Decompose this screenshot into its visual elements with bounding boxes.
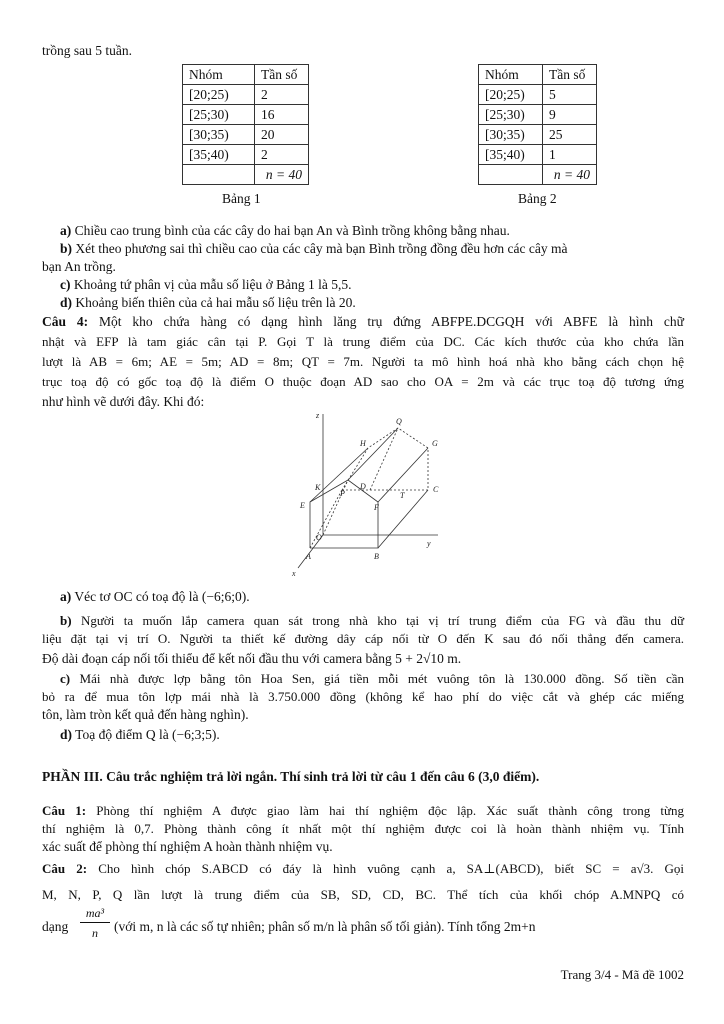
- intro-tail: trồng sau 5 tuần.: [42, 43, 132, 58]
- table-cell: [30;35): [479, 125, 543, 145]
- p3q2-line-3-pre: dạng: [42, 919, 69, 934]
- q4-line-2: nhật và EFP là tam giác cân tại P. Gọi T là trung điểm của DC. Các kích thước của kho chứa lần: [42, 334, 684, 349]
- figure-label: Q: [396, 417, 402, 426]
- figure-label: P: [340, 489, 345, 498]
- fraction-bar: [80, 922, 110, 923]
- q4-option-b-cont-1: liệu đặt tại vị trí O. Người ta thiết kế đường dây cáp nối từ O đến K sau đó nối thẳng đến camera.: [42, 631, 684, 646]
- table-cell: [30;35): [183, 125, 255, 145]
- table-row: [183, 125, 309, 145]
- figure-label: B: [374, 552, 379, 561]
- table-cell: [20;25): [183, 85, 255, 105]
- q3-option-d: [60, 294, 684, 311]
- table-header-cell: Tần số: [255, 65, 309, 85]
- question-text: Cho hình chóp S.ABCD có đáy là hình vuông cạnh a, SA⊥(ABCD), biết SC = a√3. Gọi: [98, 861, 685, 876]
- option-label: d): [60, 727, 73, 742]
- figure-label: y: [427, 539, 431, 548]
- frequency-table-2: [478, 64, 597, 185]
- option-text: Toạ độ điểm Q là (−6;3;5).: [75, 727, 220, 742]
- table-1-caption: Bảng 1: [222, 191, 261, 206]
- q4-line-5: như hình vẽ dưới đây. Khi đó:: [42, 394, 205, 409]
- table-header-cell: Tần số: [543, 65, 597, 85]
- table-cell: 20: [255, 125, 309, 145]
- frequency-table-1: [182, 64, 309, 185]
- q4-option-b-cont-2: Độ dài đoạn cáp nối tối thiểu để kết nối đầu thu với camera bằng 5 + 2√10 m.: [42, 651, 462, 666]
- table-total: n = 40: [255, 165, 309, 185]
- q4-option-d: [60, 726, 684, 743]
- figure-label: D: [360, 482, 366, 491]
- table-cell: 16: [255, 105, 309, 125]
- fraction-numerator: ma³: [85, 906, 105, 920]
- figure-label: O: [316, 533, 322, 542]
- figure-label: T: [400, 491, 405, 500]
- p3-q1-line-1: [42, 802, 684, 819]
- table-cell: 9: [543, 105, 597, 125]
- p3q1-line-2: thí nghiệm là 0,7. Phòng thành công ít nhất một thí nghiệm được coi là hoàn thành nhiệm vụ. Tính: [42, 821, 684, 836]
- p3-q2-line-1: [42, 860, 684, 877]
- table-row: [479, 105, 597, 125]
- table-header-row: [183, 65, 309, 85]
- option-text: Chiều cao trung bình của các cây do hai bạn An và Bình trồng không bằng nhau.: [74, 223, 510, 238]
- option-label: b): [60, 241, 73, 256]
- option-text: Người ta muốn lắp camera quan sát trong nhà kho tại vị trí trung điểm của FG và đầu thu dữ: [80, 613, 685, 628]
- q4-option-c-cont-2: tôn, làm tròn kết quả đến hàng nghìn).: [42, 707, 249, 722]
- q3-option-c: [60, 276, 684, 293]
- table-cell: 5: [543, 85, 597, 105]
- p3q1-line-3: xác suất để phòng thí nghiệm A hoàn thành nhiệm vụ.: [42, 839, 333, 854]
- figure-label: H: [360, 439, 366, 448]
- figure-label: A: [306, 552, 311, 561]
- figure-label: F: [374, 503, 379, 512]
- question-text: Một kho chứa hàng có dạng hình lăng trụ đứng ABFPE.DCGQH với ABFE là hình chữ: [99, 314, 684, 329]
- table-cell: [25;30): [479, 105, 543, 125]
- option-text: Véc tơ OC có toạ độ là (−6;6;0).: [74, 589, 250, 604]
- fraction-denominator: n: [92, 926, 98, 940]
- table-cell: 1: [543, 145, 597, 165]
- table-header-row: [479, 65, 597, 85]
- table-cell: [20;25): [479, 85, 543, 105]
- q4-line-1: [42, 313, 684, 330]
- question-label: Câu 4:: [42, 314, 89, 329]
- table-cell: [35;40): [479, 145, 543, 165]
- table-2-caption: Bảng 2: [518, 191, 557, 206]
- q3-option-b: [60, 240, 684, 257]
- table-total: n = 40: [543, 165, 597, 185]
- table-cell: 2: [255, 85, 309, 105]
- table-total-row: [183, 165, 309, 185]
- q4-line-4: trục toạ độ có gốc toạ độ là điểm O thuộc đoạn AD sao cho OA = 2m và các trục toạ độ tương ứng: [42, 374, 684, 389]
- q4-line-3: lượt là AB = 6m; AE = 5m; AD = 8m; QT = 7m. Người ta mô hình hoá nhà kho bằng cách chọn hệ: [42, 354, 684, 369]
- p3q2-line-3-post: (với m, n là các số tự nhiên; phân số m/n là phân số tối giản). Tính tổng 2m+n: [114, 919, 536, 934]
- option-label: c): [60, 671, 71, 686]
- table-cell-empty: [183, 165, 255, 185]
- table-row: [183, 145, 309, 165]
- question-text: Phòng thí nghiệm A được giao làm hai thí nghiệm độc lập. Xác suất thành công trong từng: [96, 803, 685, 818]
- option-label: a): [60, 589, 72, 604]
- figure-label: x: [292, 569, 296, 578]
- q4-option-c-cont-1: bỏ ra để mua tôn lợp mái nhà là 3.750.000 đồng (không kể hao phí do việc cắt và ghép các miếng: [42, 689, 684, 704]
- table-cell: 25: [543, 125, 597, 145]
- option-text: Xét theo phương sai thì chiều cao của các cây mà bạn Bình trồng đồng đều hơn các cây mà: [75, 241, 568, 256]
- edge-pq: [348, 428, 398, 480]
- table-row: [479, 125, 597, 145]
- figure-label: G: [432, 439, 438, 448]
- q3-option-a: [60, 222, 684, 239]
- option-label: a): [60, 223, 72, 238]
- page-footer: Trang 3/4 - Mã đề 1002: [560, 967, 684, 982]
- option-label: b): [60, 613, 72, 628]
- table-header-cell: Nhóm: [479, 65, 543, 85]
- option-label: c): [60, 277, 71, 292]
- table-cell: [35;40): [183, 145, 255, 165]
- q4-option-b: [60, 612, 684, 629]
- figure-label: z: [316, 411, 320, 420]
- back-face: [342, 428, 428, 490]
- q4-option-a: [60, 588, 684, 605]
- table-cell: 2: [255, 145, 309, 165]
- q3-option-b-cont: bạn An trồng.: [42, 259, 116, 274]
- edge-eh: [310, 448, 368, 502]
- option-text: Khoảng tứ phân vị của mẫu số liệu ở Bảng 1 là 5,5.: [73, 277, 352, 292]
- figure-label: C: [433, 485, 439, 494]
- table-row: [479, 145, 597, 165]
- table-header-cell: Nhóm: [183, 65, 255, 85]
- p3q2-line-2: M, N, P, Q lần lượt là trung điểm của SB, SD, CD, BC. Thể tích của khối chóp A.MNPQ có: [42, 887, 684, 902]
- table-cell-empty: [479, 165, 543, 185]
- table-row: [183, 105, 309, 125]
- option-text: Mái nhà được lợp bằng tôn Hoa Sen, giá tiền mỗi mét vuông tôn là 130.000 đồng. Số tiền cần: [79, 671, 685, 686]
- option-label: d): [60, 295, 73, 310]
- table-row: [479, 85, 597, 105]
- q4-option-c: [60, 670, 684, 687]
- question-label: Câu 1:: [42, 803, 87, 818]
- question-label: Câu 2:: [42, 861, 88, 876]
- part-3-title: PHẦN III. Câu trắc nghiệm trả lời ngắn. Thí sinh trả lời từ câu 1 đến câu 6 (3,0 điểm).: [42, 769, 540, 784]
- figure-label: E: [300, 501, 305, 510]
- table-cell: [25;30): [183, 105, 255, 125]
- table-row: [183, 85, 309, 105]
- option-text: Khoảng biến thiên của cả hai mẫu số liệu trên là 20.: [75, 295, 356, 310]
- edge-ad: [310, 490, 342, 548]
- table-total-row: [479, 165, 597, 185]
- warehouse-prism-figure: [290, 410, 450, 582]
- figure-label: K: [315, 483, 321, 492]
